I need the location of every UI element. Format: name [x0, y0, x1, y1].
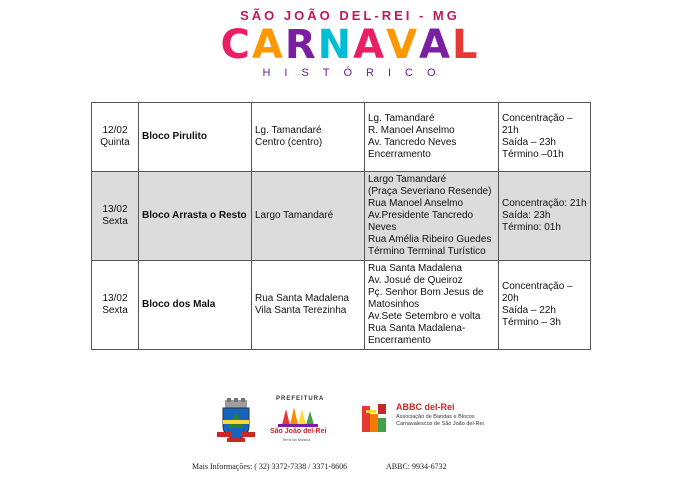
location-cell [252, 103, 365, 172]
weekday-value: Sexta [102, 216, 128, 227]
location-line: Lg. Tamandaré [255, 125, 322, 136]
logo-letter: A [353, 22, 387, 68]
abbc-description: Associação de Bandas e Blocos Carnavalescos de São João del-Rei [396, 414, 484, 427]
route-cell [365, 172, 499, 261]
route-line: Largo Tamandaré [368, 174, 447, 185]
prefeitura-label: PREFEITURA [276, 396, 325, 402]
route-line: Matosinhos [368, 299, 420, 310]
time-line: Saída – 23h [502, 137, 556, 148]
header-city: SÃO JOÃO DEL-REI - MG [240, 8, 460, 23]
logo-letter: L [452, 22, 480, 68]
carnaval-logo [0, 22, 700, 68]
time-line: Término –01h [502, 149, 564, 160]
time-line: Saída – 22h [502, 305, 556, 316]
location-line: Rua Santa Madalena [255, 293, 349, 304]
route-cell [365, 261, 499, 350]
page-header [0, 8, 700, 79]
logo-letter: R [284, 22, 318, 68]
date-value: 12/02 [102, 125, 128, 136]
route-line: Av.Sete Setembro e volta [368, 311, 481, 322]
bloco-name-cell: Bloco Arrasta o Resto [139, 172, 252, 261]
time-line: Concentração – 21h [502, 113, 573, 136]
location-cell [252, 172, 365, 261]
contact-info: Mais Informações: ( 32) 3372-7338 / 3371-8606 [192, 462, 348, 471]
city-crest-icon [215, 398, 257, 444]
weekday-value: Quinta [100, 137, 130, 148]
route-line: Rua Santa Madalena- [368, 323, 466, 334]
route-line: Encerramento [368, 149, 431, 160]
date-cell [92, 172, 139, 261]
time-line: Concentração: 21h [502, 198, 587, 209]
location-line: Vila Santa Terezinha [255, 305, 347, 316]
route-line: Término Terminal Turístico [368, 246, 486, 257]
prefeitura-city: São João del-Rei [270, 428, 327, 435]
schedule-table [91, 102, 591, 350]
times-cell [499, 172, 591, 261]
location-cell [252, 261, 365, 350]
time-line: Término: 01h [502, 222, 561, 233]
table-row [92, 261, 591, 350]
header-historico: HISTÓRICO [262, 67, 450, 79]
route-line: Pç. Senhor Bom Jesus de [368, 287, 484, 298]
abbc-logo-icon [360, 402, 390, 436]
location-line: Largo Tamandaré [255, 210, 334, 221]
route-line: Rua Santa Madalena [368, 263, 462, 274]
route-line: Av. Josué de Queiroz [368, 275, 463, 286]
route-line: Av. Tancredo Neves [368, 137, 457, 148]
route-line: R. Manoel Anselmo [368, 125, 455, 136]
time-line: Saída: 23h [502, 210, 551, 221]
logo-letter: V [386, 22, 420, 68]
prefeitura-fan-icon [278, 405, 318, 427]
logo-letter: A [251, 22, 285, 68]
logo-letter: A [419, 22, 453, 68]
route-cell [365, 103, 499, 172]
logo-letter: C [220, 22, 252, 68]
prefeitura-subtitle: Terra da Música [282, 437, 311, 442]
route-line: Lg. Tamandaré [368, 113, 435, 124]
date-cell [92, 261, 139, 350]
date-value: 13/02 [102, 204, 128, 215]
date-value: 13/02 [102, 293, 128, 304]
weekday-value: Sexta [102, 305, 128, 316]
bloco-name-cell: Bloco Pirulito [139, 103, 252, 172]
abbc-name: ABBC del-Rei [396, 402, 455, 412]
date-cell [92, 103, 139, 172]
times-cell [499, 261, 591, 350]
bloco-name-cell: Bloco dos Mala [139, 261, 252, 350]
logo-letter: N [317, 22, 354, 68]
abbc-contact: ABBC: 9934-6732 [386, 462, 447, 471]
route-line: Rua Manoel Anselmo [368, 198, 464, 209]
time-line: Concentração – 20h [502, 281, 573, 304]
route-line: (Praça Severiano Resende) [368, 186, 492, 197]
table-row [92, 172, 591, 261]
location-line: Centro (centro) [255, 137, 323, 148]
footer-logos [0, 392, 700, 452]
prefeitura-logo [264, 396, 330, 446]
times-cell [499, 103, 591, 172]
table-row [92, 103, 591, 172]
route-line: Encerramento [368, 335, 431, 346]
time-line: Término – 3h [502, 317, 561, 328]
route-line: Av.Presidente Tancredo Neves [368, 210, 474, 233]
route-line: Rua Amélia Ribeiro Guedes [368, 234, 492, 245]
